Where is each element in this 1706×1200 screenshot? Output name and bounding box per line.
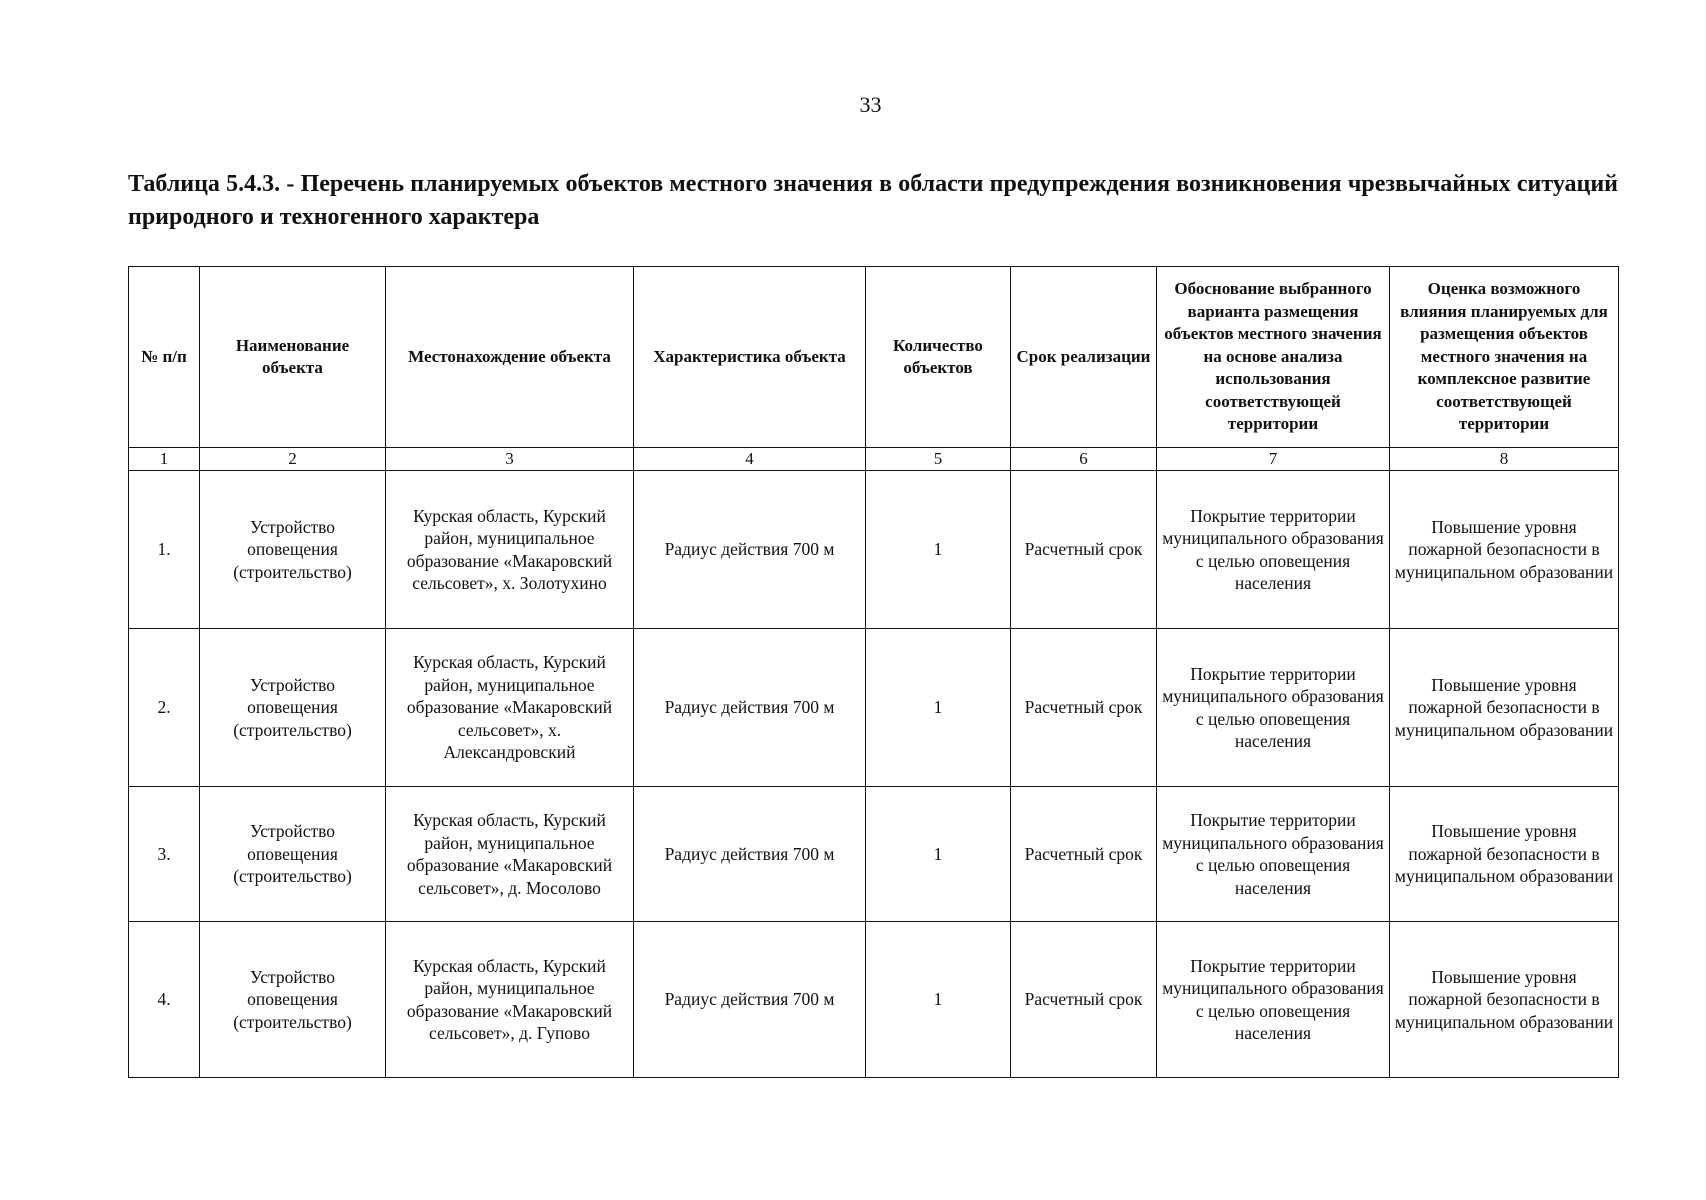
cell-num: 3. — [129, 787, 200, 922]
cell-num: 1. — [129, 471, 200, 629]
cell-location: Курская область, Курский район, муниципальное образование «Макаровский сельсовет», д. Гупово — [386, 922, 634, 1078]
cell-num: 2. — [129, 629, 200, 787]
column-number: 6 — [1011, 448, 1157, 471]
column-number: 3 — [386, 448, 634, 471]
cell-assessment: Повышение уровня пожарной безопасности в муниципальном образовании — [1390, 922, 1619, 1078]
cell-quantity: 1 — [866, 629, 1011, 787]
cell-name: Устройство оповещения (строительство) — [200, 787, 386, 922]
cell-name: Устройство оповещения (строительство) — [200, 629, 386, 787]
header-quantity: Количество объектов — [866, 267, 1011, 448]
cell-location: Курская область, Курский район, муниципальное образование «Макаровский сельсовет», х. Золотухино — [386, 471, 634, 629]
column-number: 1 — [129, 448, 200, 471]
objects-table — [128, 266, 1619, 1078]
header-characteristic: Характеристика объекта — [634, 267, 866, 448]
cell-characteristic: Радиус действия 700 м — [634, 471, 866, 629]
cell-quantity: 1 — [866, 787, 1011, 922]
table-row — [129, 471, 1619, 629]
column-number: 2 — [200, 448, 386, 471]
cell-quantity: 1 — [866, 471, 1011, 629]
cell-quantity: 1 — [866, 922, 1011, 1078]
cell-justification: Покрытие территории муниципального образования с целью оповещения населения — [1157, 922, 1390, 1078]
cell-assessment: Повышение уровня пожарной безопасности в муниципальном образовании — [1390, 629, 1619, 787]
cell-name: Устройство оповещения (строительство) — [200, 922, 386, 1078]
cell-justification: Покрытие территории муниципального образования с целью оповещения населения — [1157, 787, 1390, 922]
cell-term: Расчетный срок — [1011, 787, 1157, 922]
table-row — [129, 922, 1619, 1078]
column-number: 7 — [1157, 448, 1390, 471]
header-location: Местонахождение объекта — [386, 267, 634, 448]
cell-assessment: Повышение уровня пожарной безопасности в муниципальном образовании — [1390, 471, 1619, 629]
header-assessment: Оценка возможного влияния планируемых для размещения объектов местного значения на комплексное развитие соответствующей территории — [1390, 267, 1619, 448]
header-term: Срок реализации — [1011, 267, 1157, 448]
table-title: Таблица 5.4.3. - Перечень планируемых объектов местного значения в области предупреждения возникновения чрезвычайных ситуаций природного и техногенного характера — [128, 171, 1618, 230]
header-num: № п/п — [129, 267, 200, 448]
cell-name: Устройство оповещения (строительство) — [200, 471, 386, 629]
cell-num: 4. — [129, 922, 200, 1078]
column-number: 8 — [1390, 448, 1619, 471]
table-row — [129, 787, 1619, 922]
table-row — [129, 629, 1619, 787]
cell-term: Расчетный срок — [1011, 629, 1157, 787]
cell-characteristic: Радиус действия 700 м — [634, 629, 866, 787]
cell-assessment: Повышение уровня пожарной безопасности в муниципальном образовании — [1390, 787, 1619, 922]
cell-characteristic: Радиус действия 700 м — [634, 787, 866, 922]
header-row — [129, 267, 1619, 448]
cell-justification: Покрытие территории муниципального образования с целью оповещения населения — [1157, 471, 1390, 629]
cell-term: Расчетный срок — [1011, 471, 1157, 629]
header-name: Наименование объекта — [200, 267, 386, 448]
cell-justification: Покрытие территории муниципального образования с целью оповещения населения — [1157, 629, 1390, 787]
column-number: 5 — [866, 448, 1011, 471]
cell-location: Курская область, Курский район, муниципальное образование «Макаровский сельсовет», х. Александровский — [386, 629, 634, 787]
cell-term: Расчетный срок — [1011, 922, 1157, 1078]
column-number: 4 — [634, 448, 866, 471]
column-number-row — [129, 448, 1619, 471]
cell-location: Курская область, Курский район, муниципальное образование «Макаровский сельсовет», д. Мосолово — [386, 787, 634, 922]
header-justification: Обоснование выбранного варианта размещения объектов местного значения на основе анализа использования соответствующей территории — [1157, 267, 1390, 448]
cell-characteristic: Радиус действия 700 м — [634, 922, 866, 1078]
page-number: 33 — [859, 92, 882, 117]
